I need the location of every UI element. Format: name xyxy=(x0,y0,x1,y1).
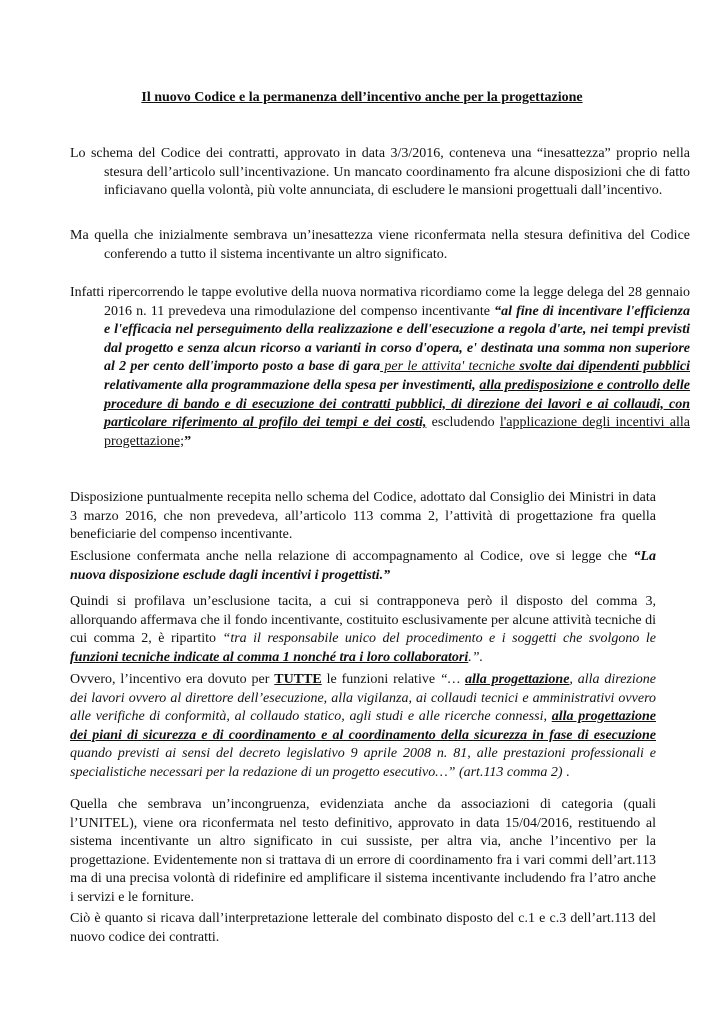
p3-closing-quote: ” xyxy=(184,433,192,449)
p3-text-2: escludendo xyxy=(426,415,500,431)
paragraph-5 xyxy=(70,548,656,585)
p3-underlined: l'applicazione degli incentivi alla progettazione; xyxy=(104,415,690,449)
paragraph-9: Ciò è quanto si ricava dall’interpretazione letterale del combinato disposto del c.1 e c.3 dell’art.113 del nuovo codice dei contratti. xyxy=(70,911,656,945)
paragraph-8: Quella che sembrava un’incongruenza, evidenziata anche da associazioni di categoria (quali l’UNITEL), viene ora riconfermata nel testo definitivo, approvato in data 15/04/2016, restituendo al sistema incentivante un altro significato in cui sussiste, per altra via, anche l’incentivo per la progettazione. Evidentemente non si trattava di un errore di coordinamento fra i vari commi dell’art.113 ma di una precisa volontà di ridefinire ed amplificare il sistema incentivante includendo fra l’atro anche i servizi e le forniture. xyxy=(70,797,656,905)
p7-progettazione: alla progettazione xyxy=(465,672,570,687)
p7-bold-underlined: alla progettazione dei piani di sicurezza e di coordinamento e al coordinamento della sicurezza in fase di esecuzione xyxy=(70,709,656,743)
p6-quote: “tra il responsabile unico del procedimento e i soggetti che svolgono le xyxy=(222,631,656,647)
p7-period: . xyxy=(562,764,570,780)
paragraph-1: Lo schema del Codice dei contratti, approvato in data 3/3/2016, conteneva una “inesattezza” proprio nella stesura dell’articolo sull’incentivazione. Un mancato coordinamento fra alcune disposizioni che di fatto inficiavano quella volontà, più volte annunciata, di escludere le mansioni progettuali dall’incentivo. xyxy=(70,146,690,199)
page-title: Il nuovo Codice e la permanenza dell’incentivo anche per la progettazione xyxy=(141,90,583,105)
p7-quote-open: “… xyxy=(439,672,465,687)
p7-text-2: le funzioni relative xyxy=(321,672,440,687)
paragraph-4: Disposizione puntualmente recepita nello schema del Codice, adottato dal Consiglio dei Ministri in data 3 marzo 2016, che non prevedeva, all’articolo 113 comma 2, l’attività di progettazione fra quella beneficiarie del compenso incentivante. xyxy=(70,490,656,543)
paragraph-6 xyxy=(70,593,656,667)
paragraph-2: Ma quella che inizialmente sembrava un’inesattezza viene riconfermata nella stesura definitiva del Codice conferendo a tutto il sistema incentivante un altro significato. xyxy=(70,228,690,262)
p5-quote: “La nuova disposizione esclude dagli incentivi i progettisti.” xyxy=(70,549,656,583)
p3-bold-text: relativamente alla programmazione della spesa per investimenti, xyxy=(104,377,480,393)
p6-bold-underlined: funzioni tecniche indicate al comma 1 nonché tra i loro collaboratori xyxy=(70,649,469,665)
paragraph-3 xyxy=(70,284,690,451)
p3-underlined-italic: per le attivita' tecniche xyxy=(380,359,520,375)
p3-bold-underlined-2: alla predisposizione e controllo delle procedure di bando e di esecuzione dei contratti pubblici, di direzione dei lavori e ai collaudi, con particolare riferimento al profilo dei tempi e dei costi, xyxy=(104,377,690,431)
p7-quote-body-2: quando previsti ai sensi del decreto legislativo 9 aprile 2008 n. 81, alle prestazioni professionali e specialistiche necessari per la redazione di un progetto esecutivo…” (art.113 comma 2) xyxy=(70,746,656,780)
p7-tutte: TUTTE xyxy=(274,672,322,687)
p3-quote: “al fine di incentivare l'efficienza e l'efficacia nel perseguimento della realizzazione e dell'esecuzione a regola d'arte, nei tempi previsti dal progetto e senza alcun ricorso a varianti in corso d'opera, e' destinata una somma non superiore al 2 per cento dell'importo posto a base di gara xyxy=(104,303,690,375)
p7-text-1: Ovvero, l’incentivo era dovuto per xyxy=(70,672,275,687)
p6-text: Quindi si profilava un’esclusione tacita, a cui si contrapponeva però il disposto del comma 3, allorquando affermava che il fondo incentivante, costituito esclusivamente per alcune attività tecniche di cui comma 2, è ripartito xyxy=(70,594,656,647)
p7-quote-body-1: , alla direzione dei lavori ovvero al direttore dell’esecuzione, alla vigilanza, ai collaudi tecnici e amministrativi ovvero alle verifiche di conformità, al collaudo statico, agli studi e alle ricerche connessi, xyxy=(70,672,656,725)
paragraph-7 xyxy=(70,671,656,783)
p6-closing: .”. xyxy=(468,649,484,665)
p3-text-1: Infatti ripercorrendo le tappe evolutive della nuova normativa ricordiamo come la legge delega del 28 gennaio 2016 n. 11 prevedeva una rimodulazione del compenso incentivante xyxy=(70,285,690,319)
p5-text: Esclusione confermata anche nella relazione di accompagnamento al Codice, ove si legge che xyxy=(70,549,634,564)
p3-bold-underlined-1: svolte dai dipendenti pubblici xyxy=(519,359,690,375)
